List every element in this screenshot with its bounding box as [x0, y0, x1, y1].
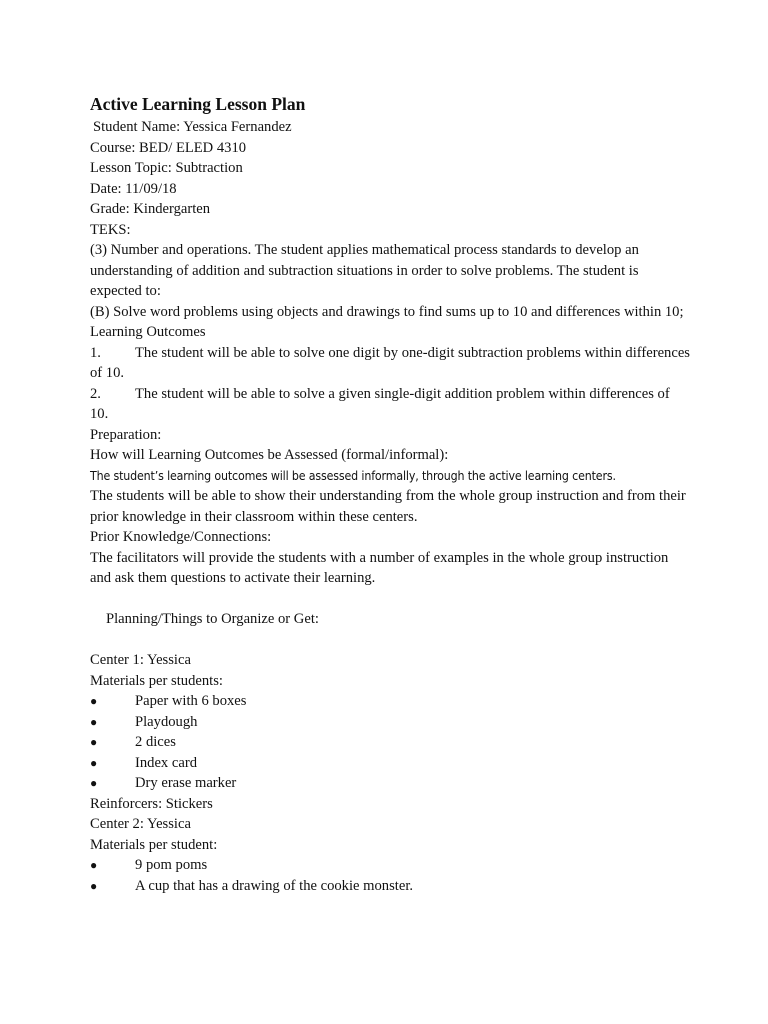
list-item-text: 9 pom poms [135, 857, 208, 873]
center-1-materials-list [90, 691, 690, 794]
list-item [90, 753, 690, 774]
document-title: Active Learning Lesson Plan [90, 94, 306, 114]
list-item-text: Dry erase marker [135, 775, 237, 791]
course: Course: BED/ ELED 4310 [90, 139, 247, 156]
list-item [90, 691, 690, 712]
list-item [90, 855, 690, 876]
spacer [90, 630, 690, 651]
date: Date: 11/09/18 [90, 180, 177, 197]
bullet-icon: ● [90, 714, 98, 729]
teks-standard-b: (B) Solve word problems using objects and drawings to find sums up to 10 and differences within 10; [90, 303, 684, 320]
outcome-text: The student will be able to solve one digit by one-digit subtraction problems within differences of 10. [90, 344, 690, 381]
bullet-icon: ● [90, 878, 98, 893]
list-item [90, 712, 690, 733]
list-item [90, 732, 690, 753]
list-item-text: A cup that has a drawing of the cookie monster. [135, 877, 414, 894]
grade: Grade: Kindergarten [90, 201, 211, 217]
reinforcers: Reinforcers: Stickers [90, 795, 213, 812]
bullet-icon: ● [90, 776, 98, 790]
center-2-materials-label: Materials per student: [90, 836, 218, 853]
prior-knowledge-label: Prior Knowledge/Connections: [90, 529, 272, 545]
spacer [90, 589, 690, 610]
teks-label: TEKS: [90, 221, 131, 238]
list-item-text: 2 dices [135, 734, 176, 750]
center-2-materials-list [90, 855, 690, 896]
center-1-label: Center 1: Yessica [90, 652, 191, 668]
list-item-text: Playdough [135, 713, 198, 730]
preparation-label: Preparation: [90, 426, 162, 443]
outcome-item [90, 384, 690, 425]
center-2-label: Center 2: Yessica [90, 816, 191, 832]
assessment-label: How will Learning Outcomes be Assessed (formal/informal): [90, 447, 449, 463]
list-item [90, 876, 690, 897]
bullet-icon: ● [90, 755, 98, 770]
student-name: Student Name: Yessica Fernandez [93, 119, 292, 135]
list-item-text: Paper with 6 boxes [135, 693, 247, 709]
outcome-number: 1. [90, 344, 101, 361]
learning-outcomes-label: Learning Outcomes [90, 324, 206, 340]
planning-label: Planning/Things to Organize or Get: [106, 611, 319, 627]
assessment-text: The students will be able to show their understanding from the whole group instruction and from their prior knowledge in their classroom within these centers. [90, 488, 686, 525]
bullet-icon: ● [90, 858, 98, 872]
bullet-icon: ● [90, 735, 98, 749]
prior-knowledge-text: The facilitators will provide the students with a number of examples in the whole group instruction and ask them questions to activate their learning. [90, 549, 669, 586]
outcome-number: 2. [90, 385, 101, 402]
center-1-materials-label: Materials per students: [90, 672, 223, 689]
bullet-icon: ● [90, 694, 98, 708]
assessment-line: The student’s learning outcomes will be assessed informally, through the active learning centers. [90, 468, 616, 483]
teks-standard-3: (3) Number and operations. The student applies mathematical process standards to develop an understanding of addition and subtraction situations in order to solve problems. The student is expected to: [90, 242, 639, 299]
list-item [90, 773, 690, 794]
list-item-text: Index card [135, 754, 197, 771]
outcome-text: The student will be able to solve a given single-digit addition problem within differences of 10. [90, 385, 670, 422]
outcome-item [90, 343, 690, 384]
document-content [90, 92, 690, 896]
lesson-topic: Lesson Topic: Subtraction [90, 160, 243, 176]
